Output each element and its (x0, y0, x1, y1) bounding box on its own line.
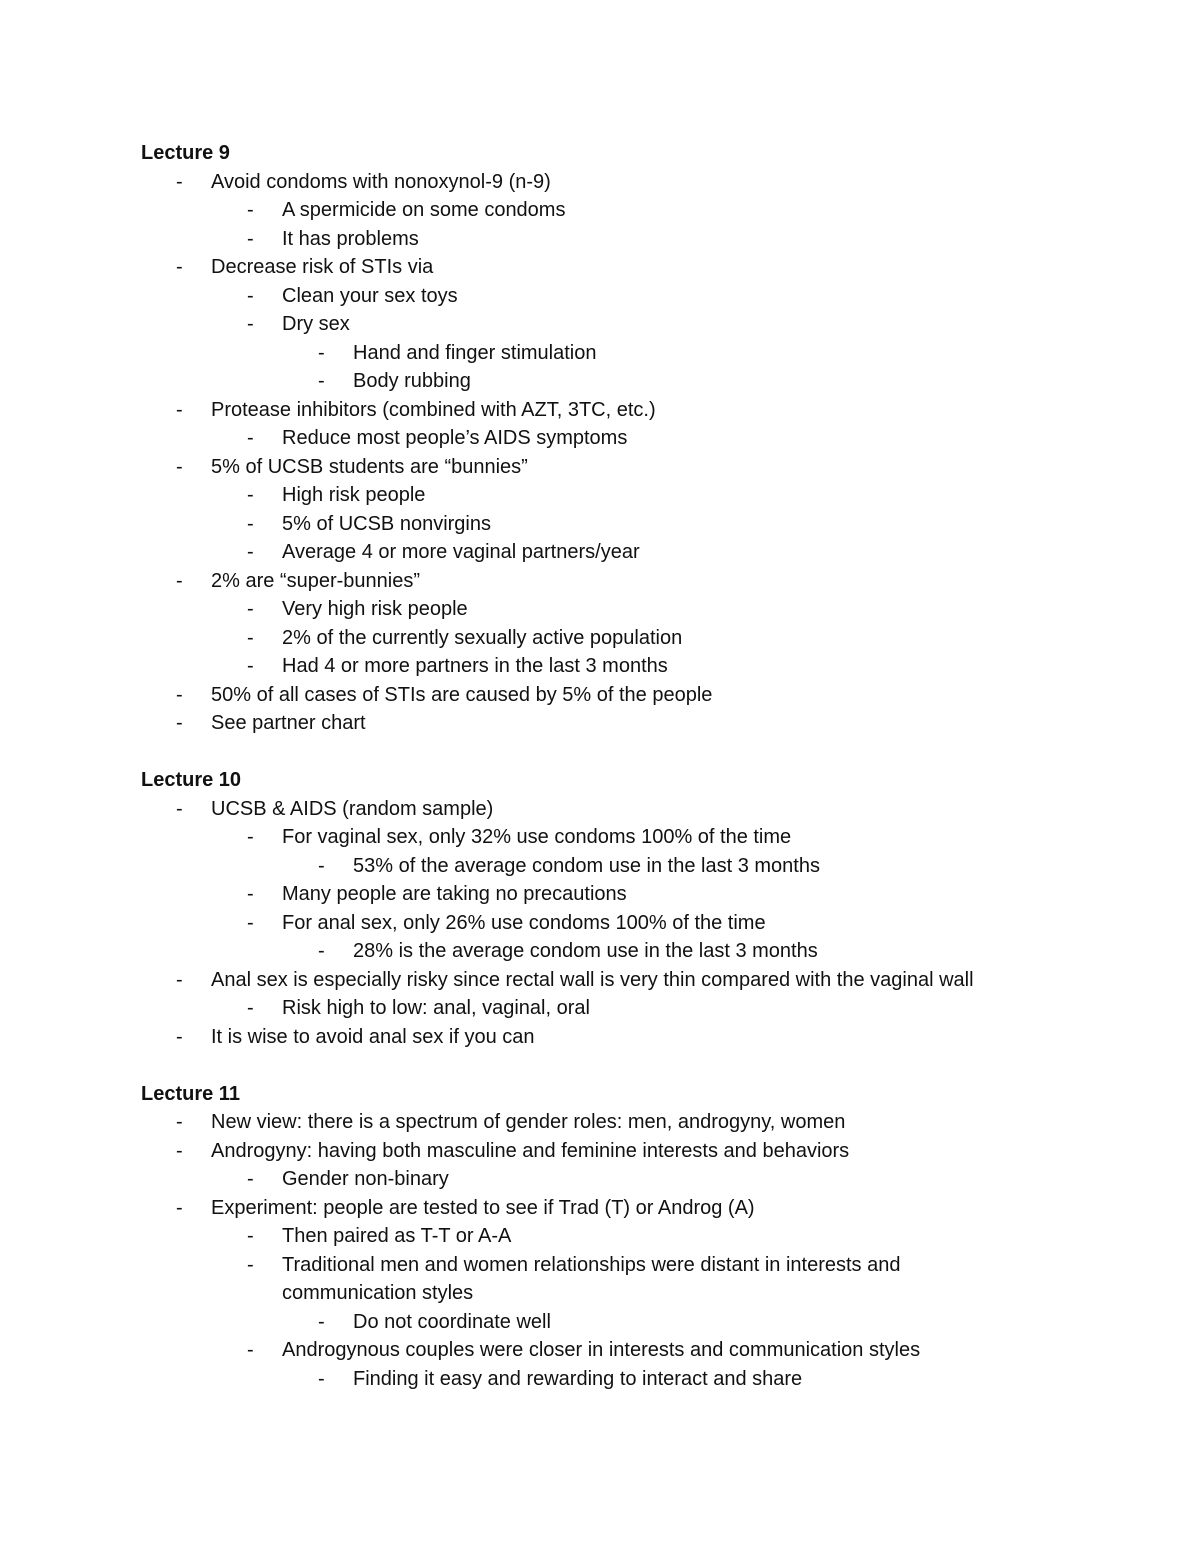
list-item-text: See partner chart (211, 712, 366, 734)
bullet-dash-icon: - (247, 1168, 254, 1190)
list-item-level-2 (141, 1222, 1151, 1251)
bullet-dash-icon: - (176, 398, 183, 421)
list-item-text: Dry sex (282, 313, 350, 335)
list-item-level-2 (141, 624, 1151, 653)
lecture-section (141, 766, 1151, 1051)
bullet-dash-icon: - (176, 1111, 183, 1133)
list-item-level-2 (141, 310, 1151, 339)
list-item-level-1 (141, 709, 1151, 738)
list-item-level-1 (141, 681, 1151, 710)
bullet-dash-icon: - (176, 256, 183, 278)
list-item-text: 50% of all cases of STIs are caused by 5% of the people (211, 683, 713, 706)
list-item-text: 5% of UCSB students are “bunnies” (211, 455, 528, 478)
bullet-dash-icon: - (247, 484, 254, 506)
list-item-level-3 (141, 339, 1151, 368)
bullet-dash-icon: - (247, 284, 254, 307)
list-item-text: Finding it easy and rewarding to interact and share (353, 1367, 803, 1390)
list-item-text: Average 4 or more vaginal partners/year (282, 541, 640, 563)
bullet-dash-icon: - (176, 455, 183, 478)
list-item-text: Do not coordinate well (353, 1310, 551, 1333)
list-item-text: Risk high to low: anal, vaginal, oral (282, 997, 590, 1019)
list-item-text: It is wise to avoid anal sex if you can (211, 1025, 535, 1048)
list-item-level-2 (141, 1336, 1151, 1365)
bullet-dash-icon: - (247, 883, 254, 905)
list-item-level-3 (141, 852, 1151, 881)
bullet-dash-icon: - (247, 313, 254, 335)
bullet-dash-icon: - (176, 712, 183, 734)
list-item-level-2 (141, 823, 1151, 852)
list-item-level-2 (141, 909, 1151, 938)
list-item-level-3 (141, 1308, 1151, 1337)
list-item-level-1 (141, 1108, 1151, 1137)
list-item-level-2 (141, 595, 1151, 624)
list-item-level-2 (141, 225, 1151, 254)
bullet-dash-icon: - (176, 968, 183, 991)
list-item-text: Avoid condoms with nonoxynol-9 (n-9) (211, 170, 551, 193)
bullet-dash-icon: - (247, 626, 254, 649)
list-item-level-2 (141, 1251, 1151, 1308)
list-item-text: For anal sex, only 26% use condoms 100% of the time (282, 911, 766, 934)
bullet-dash-icon: - (247, 911, 254, 934)
bullet-dash-icon: - (247, 427, 254, 449)
list-item-text: Clean your sex toys (282, 284, 458, 307)
bullet-dash-icon: - (247, 199, 254, 221)
list-item-level-3 (141, 937, 1151, 966)
list-item-level-1 (141, 396, 1151, 425)
list-item-text: Androgyny: having both masculine and feminine interests and behaviors (211, 1139, 850, 1162)
bullet-dash-icon: - (247, 598, 254, 620)
bullet-dash-icon: - (247, 541, 254, 563)
list-item-text: Many people are taking no precautions (282, 883, 627, 905)
list-item-level-2 (141, 510, 1151, 539)
document-page (141, 139, 1151, 1393)
list-item-level-1 (141, 453, 1151, 482)
list-item-level-2 (141, 282, 1151, 311)
list-item-level-2 (141, 880, 1151, 909)
lecture-section (141, 139, 1151, 738)
list-item-text: 2% are “super-bunnies” (211, 569, 420, 592)
list-item-level-2 (141, 481, 1151, 510)
list-item-text: New view: there is a spectrum of gender roles: men, androgyny, women (211, 1111, 846, 1133)
list-item-text: High risk people (282, 484, 426, 506)
section-heading: Lecture 10 (141, 769, 242, 791)
list-item-level-1 (141, 168, 1151, 197)
list-item-text: Traditional men and women relationships were distant in interests and communication styles (282, 1253, 901, 1304)
list-item-level-1 (141, 567, 1151, 596)
bullet-dash-icon: - (176, 1139, 183, 1162)
list-item-text: Experiment: people are tested to see if Trad (T) or Androg (A) (211, 1196, 755, 1219)
bullet-dash-icon: - (318, 940, 325, 962)
bullet-dash-icon: - (247, 997, 254, 1019)
bullet-dash-icon: - (176, 569, 183, 592)
list-item-text: 28% is the average condom use in the last 3 months (353, 940, 818, 962)
bullet-list (141, 1108, 1151, 1393)
list-item-level-2 (141, 1165, 1151, 1194)
bullet-dash-icon: - (318, 341, 325, 364)
bullet-dash-icon: - (318, 1367, 325, 1390)
list-item-level-1 (141, 1194, 1151, 1223)
lecture-section (141, 1080, 1151, 1394)
bullet-dash-icon: - (318, 370, 325, 392)
list-item-text: Anal sex is especially risky since rectal wall is very thin compared with the vaginal wall (211, 968, 974, 991)
list-item-level-2 (141, 994, 1151, 1023)
bullet-dash-icon: - (247, 1225, 254, 1247)
list-item-text: Reduce most people’s AIDS symptoms (282, 427, 628, 449)
bullet-dash-icon: - (247, 826, 254, 848)
bullet-dash-icon: - (247, 512, 254, 535)
list-item-text: Androgynous couples were closer in interests and communication styles (282, 1339, 921, 1361)
bullet-dash-icon: - (176, 170, 183, 193)
list-item-text: Then paired as T-T or A-A (282, 1225, 512, 1247)
list-item-text: Decrease risk of STIs via (211, 256, 434, 278)
list-item-level-1 (141, 1137, 1151, 1166)
list-item-text: It has problems (282, 227, 419, 250)
bullet-list (141, 168, 1151, 738)
list-item-level-3 (141, 367, 1151, 396)
list-item-text: 2% of the currently sexually active population (282, 626, 683, 649)
list-item-level-2 (141, 652, 1151, 681)
list-item-text: For vaginal sex, only 32% use condoms 100% of the time (282, 826, 792, 848)
list-item-level-1 (141, 253, 1151, 282)
bullet-dash-icon: - (176, 797, 183, 820)
bullet-dash-icon: - (247, 655, 254, 677)
section-heading: Lecture 9 (141, 142, 230, 164)
bullet-list (141, 795, 1151, 1052)
list-item-text: Body rubbing (353, 370, 471, 392)
bullet-dash-icon: - (247, 1339, 254, 1361)
bullet-dash-icon: - (318, 1310, 325, 1333)
bullet-dash-icon: - (247, 1253, 254, 1276)
list-item-text: Gender non-binary (282, 1168, 449, 1190)
list-item-level-2 (141, 424, 1151, 453)
list-item-level-3 (141, 1365, 1151, 1394)
list-item-level-1 (141, 1023, 1151, 1052)
bullet-dash-icon: - (247, 227, 254, 250)
list-item-level-1 (141, 966, 1151, 995)
list-item-text: Very high risk people (282, 598, 468, 620)
bullet-dash-icon: - (176, 1025, 183, 1048)
bullet-dash-icon: - (318, 854, 325, 877)
section-heading: Lecture 11 (141, 1082, 240, 1105)
list-item-text: 5% of UCSB nonvirgins (282, 512, 491, 535)
list-item-level-2 (141, 196, 1151, 225)
list-item-level-2 (141, 538, 1151, 567)
list-item-text: Had 4 or more partners in the last 3 months (282, 655, 668, 677)
bullet-dash-icon: - (176, 683, 183, 706)
list-item-text: Hand and finger stimulation (353, 341, 597, 364)
list-item-text: A spermicide on some condoms (282, 199, 566, 221)
list-item-level-1 (141, 795, 1151, 824)
list-item-text: UCSB & AIDS (random sample) (211, 797, 494, 820)
bullet-dash-icon: - (176, 1196, 183, 1219)
list-item-text: Protease inhibitors (combined with AZT, 3TC, etc.) (211, 398, 656, 421)
list-item-text: 53% of the average condom use in the last 3 months (353, 854, 820, 877)
